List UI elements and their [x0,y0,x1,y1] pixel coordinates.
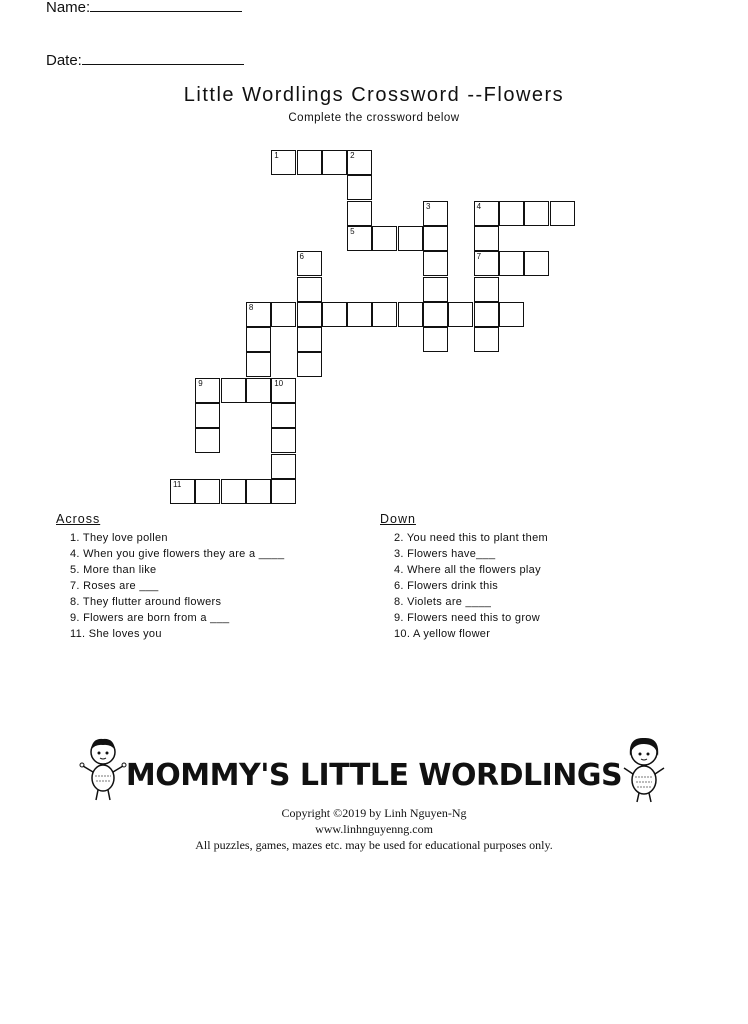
crossword-cell[interactable] [448,302,473,327]
down-heading: Down [380,512,416,526]
crossword-cell[interactable] [195,479,220,504]
crossword-cell[interactable] [271,428,296,453]
page-title: Little Wordlings Crossword --Flowers [183,84,565,106]
crossword-cell[interactable] [474,226,499,251]
down-clue: 3. Flowers have___ [394,548,496,560]
crossword-cell[interactable] [297,277,322,302]
across-clue: 7. Roses are ___ [70,580,159,592]
copyright: Copyright ©2019 by Linh Nguyen-Ng [281,806,467,820]
clue-number: 4 [476,201,482,211]
crossword-cell[interactable] [221,378,246,403]
page-subtitle: Complete the crossword below [288,112,460,124]
clue-number: 5 [350,226,355,236]
clue-number: 3 [426,201,431,211]
name-label: Name: [46,0,91,16]
down-clues [380,512,548,642]
crossword-cell[interactable] [347,226,372,251]
clue-number: 11 [173,479,182,489]
crossword-cell[interactable] [550,201,575,226]
crossword-cell[interactable] [423,302,448,327]
crossword-cell[interactable] [524,251,549,276]
crossword-cell[interactable] [297,150,322,175]
crossword-cell[interactable] [398,226,423,251]
crossword-cell[interactable] [297,327,322,352]
crossword-cell[interactable] [372,302,397,327]
crossword-cell[interactable] [347,175,372,200]
crossword-cell[interactable] [474,327,499,352]
clue-number: 10 [274,378,284,388]
crossword-cell[interactable] [398,302,423,327]
crossword-cell[interactable] [322,150,347,175]
crossword-cell[interactable] [246,302,271,327]
crossword-cell[interactable] [347,201,372,226]
crossword-cell[interactable] [474,201,499,226]
down-clue: 4. Where all the flowers play [394,564,541,576]
crossword-cell[interactable] [297,302,322,327]
crossword-cell[interactable] [322,302,347,327]
crossword-cell[interactable] [271,479,296,504]
crossword-cell[interactable] [246,479,271,504]
crossword-cell[interactable] [271,454,296,479]
crossword-cell[interactable] [195,403,220,428]
crossword-cell[interactable] [474,277,499,302]
down-clue: 6. Flowers drink this [394,580,499,592]
down-clue: 10. A yellow flower [394,628,491,640]
crossword-cell[interactable] [195,378,220,403]
crossword-cell[interactable] [499,201,524,226]
down-clue: 2. You need this to plant them [394,532,548,544]
crossword-cell[interactable] [297,251,322,276]
crossword-cell[interactable] [347,302,372,327]
clue-number: 7 [476,252,482,262]
crossword-cell[interactable] [246,378,271,403]
crossword-cell[interactable] [347,150,372,175]
crossword-cell[interactable] [499,302,524,327]
across-clue: 4. When you give flowers they are a ____ [70,548,285,560]
crossword-cell[interactable] [271,378,296,403]
across-clue: 5. More than like [70,564,157,576]
crossword-cell[interactable] [474,251,499,276]
crossword-cell[interactable] [170,479,195,504]
crossword-cell[interactable] [297,352,322,377]
crossword-cell[interactable] [524,201,549,226]
across-heading: Across [56,512,101,526]
crossword-cell[interactable] [195,428,220,453]
crossword-cell[interactable] [423,277,448,302]
crossword-cell[interactable] [221,479,246,504]
crossword-cell[interactable] [372,226,397,251]
crossword-cell[interactable] [423,251,448,276]
brand-logo: MOMMY'S LITTLE WORDLINGS [125,758,623,793]
crossword-cell[interactable] [271,403,296,428]
crossword-cell[interactable] [423,226,448,251]
clue-number: 8 [248,302,254,312]
crossword-cell[interactable] [423,327,448,352]
crossword-cell[interactable] [246,352,271,377]
usage-note: All puzzles, games, mazes etc. may be used for educational purposes only. [195,838,553,852]
across-clue: 9. Flowers are born from a ___ [70,612,230,624]
crossword-cell[interactable] [423,201,448,226]
across-clue: 8. They flutter around flowers [70,596,222,608]
clue-number: 1 [274,151,279,160]
clue-number: 6 [299,252,304,262]
down-clue: 9. Flowers need this to grow [394,612,540,624]
across-clues [56,512,284,642]
crossword-cell[interactable] [271,150,296,175]
across-clue: 1. They love pollen [70,532,168,544]
clue-number: 9 [198,378,203,388]
crossword-cell[interactable] [271,302,296,327]
down-clue: 8. Violets are ____ [394,596,492,608]
crossword-cell[interactable] [474,302,499,327]
girl-mascot-icon [618,732,670,806]
clue-number: 2 [350,151,355,160]
across-clue: 11. She loves you [70,628,162,640]
date-label: Date: [46,52,82,69]
crossword-cell[interactable] [246,327,271,352]
website-link[interactable]: www.linhnguyenng.com [315,822,433,836]
crossword-cell[interactable] [499,251,524,276]
